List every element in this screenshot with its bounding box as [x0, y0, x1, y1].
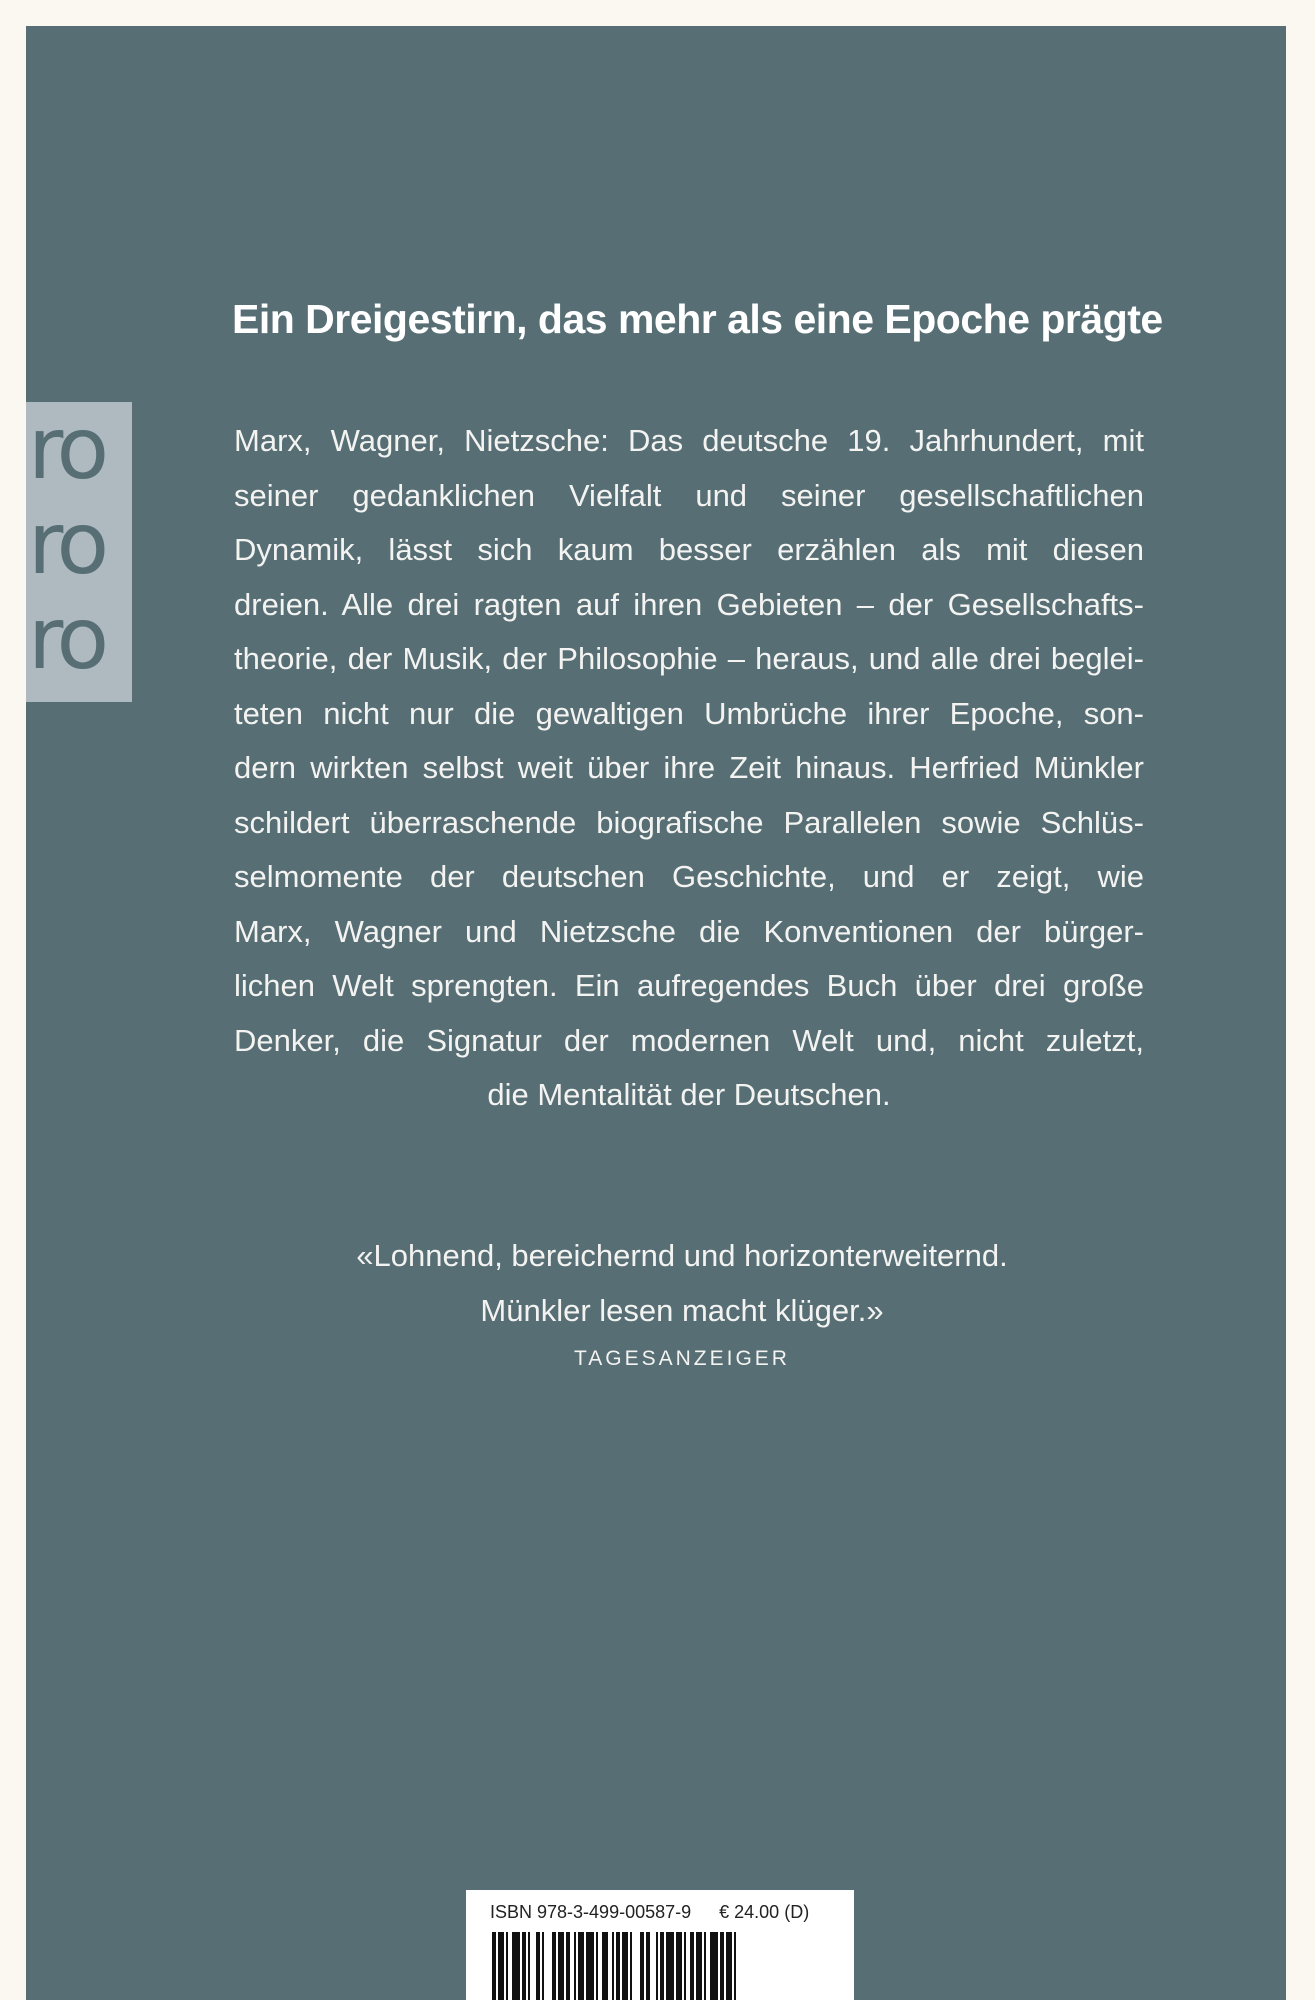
- blurb-line: Dynamik, lässt sich kaum besser erzählen als mit diesen: [234, 532, 1144, 567]
- barcode-stripe: [522, 1932, 526, 2000]
- barcode-stripe: [616, 1932, 620, 2000]
- blurb-line: Marx, Wagner, Nietzsche: Das deutsche 19. Jahrhundert, mit: [234, 423, 1144, 458]
- barcode-stripe: [640, 1932, 644, 2000]
- price-label: € 24.00 (D): [719, 1902, 810, 1922]
- logo-text-row: ro: [28, 402, 105, 499]
- barcode-stripe: [536, 1932, 540, 2000]
- barcode-stripe: [696, 1932, 702, 2000]
- blurb-line: Marx, Wagner und Nietzsche die Konventionen der bürger-: [234, 913, 1144, 949]
- barcode-image: [490, 1932, 806, 2000]
- barcode-stripe: [492, 1932, 496, 2000]
- barcode-stripe: [726, 1932, 732, 2000]
- barcode-stripe: [578, 1932, 584, 2000]
- publisher-logo: [26, 402, 132, 702]
- blurb-line: die Mentalität der Deutschen.: [487, 1077, 891, 1112]
- barcode-stripe: [734, 1932, 736, 2000]
- barcode-stripe: [612, 1932, 614, 2000]
- blurb-line: dreien. Alle drei ragten auf ihren Gebieten – der Gesellschafts-: [234, 586, 1144, 622]
- barcode-stripe: [720, 1932, 724, 2000]
- barcode-stripe: [566, 1932, 570, 2000]
- blurb-line: theorie, der Musik, der Philosophie – heraus, und alle drei beglei-: [234, 641, 1144, 676]
- quote-source: TAGESANZEIGER: [574, 1347, 790, 1370]
- barcode-stripe: [704, 1932, 706, 2000]
- review-quote: [252, 1228, 1112, 1378]
- blurb-text: [234, 414, 1144, 1123]
- barcode-stripe: [558, 1932, 564, 2000]
- quote-line: Münkler lesen macht klüger.»: [480, 1293, 884, 1328]
- barcode-stripe: [660, 1932, 664, 2000]
- isbn-number: ISBN 978-3-499-00587-9: [490, 1902, 692, 1922]
- barcode-stripe: [710, 1932, 718, 2000]
- barcode-stripe: [498, 1932, 504, 2000]
- barcode-area: [466, 1890, 854, 2000]
- headline: Ein Dreigestirn, das mehr als eine Epoche prägte: [232, 296, 1163, 342]
- barcode-stripe: [676, 1932, 682, 2000]
- barcode-stripe: [646, 1932, 650, 2000]
- blurb-line: teten nicht nur die gewaltigen Umbrüche ihrer Epoche, son-: [234, 695, 1144, 731]
- barcode-stripe: [602, 1932, 608, 2000]
- barcode-stripe: [690, 1932, 694, 2000]
- blurb-line: selmomente der deutschen Geschichte, und er zeigt, wie: [234, 859, 1144, 894]
- barcode-stripe: [596, 1932, 598, 2000]
- logo-text-row: ro: [28, 589, 105, 689]
- quote-line: «Lohnend, bereichernd und horizonterweiternd.: [356, 1238, 1008, 1273]
- isbn-price-line: [490, 1898, 840, 1926]
- blurb-line: seiner gedanklichen Vielfalt und seiner gesellschaftlichen: [234, 477, 1144, 513]
- barcode-stripe: [506, 1932, 508, 2000]
- blurb-line: dern wirkten selbst weit über ihre Zeit hinaus. Herfried Münkler: [234, 750, 1144, 785]
- barcode-stripe: [622, 1932, 628, 2000]
- book-back-cover: [26, 26, 1286, 2000]
- barcode-stripe: [552, 1932, 556, 2000]
- barcode-stripe: [542, 1932, 544, 2000]
- barcode-stripe: [512, 1932, 520, 2000]
- barcode-stripe: [630, 1932, 632, 2000]
- barcode-stripe: [528, 1932, 530, 2000]
- barcode-stripe: [656, 1932, 658, 2000]
- barcode-stripe: [666, 1932, 674, 2000]
- blurb-line: lichen Welt sprengten. Ein aufregendes Buch über drei große: [234, 968, 1144, 1003]
- barcode-stripe: [684, 1932, 686, 2000]
- blurb-line: schildert überraschende biografische Parallelen sowie Schlüs-: [234, 804, 1144, 840]
- barcode-stripe: [574, 1932, 576, 2000]
- barcode-stripe: [586, 1932, 594, 2000]
- logo-text-row: ro: [28, 494, 105, 594]
- blurb-line: Denker, die Signatur der modernen Welt und, nicht zuletzt,: [234, 1022, 1144, 1058]
